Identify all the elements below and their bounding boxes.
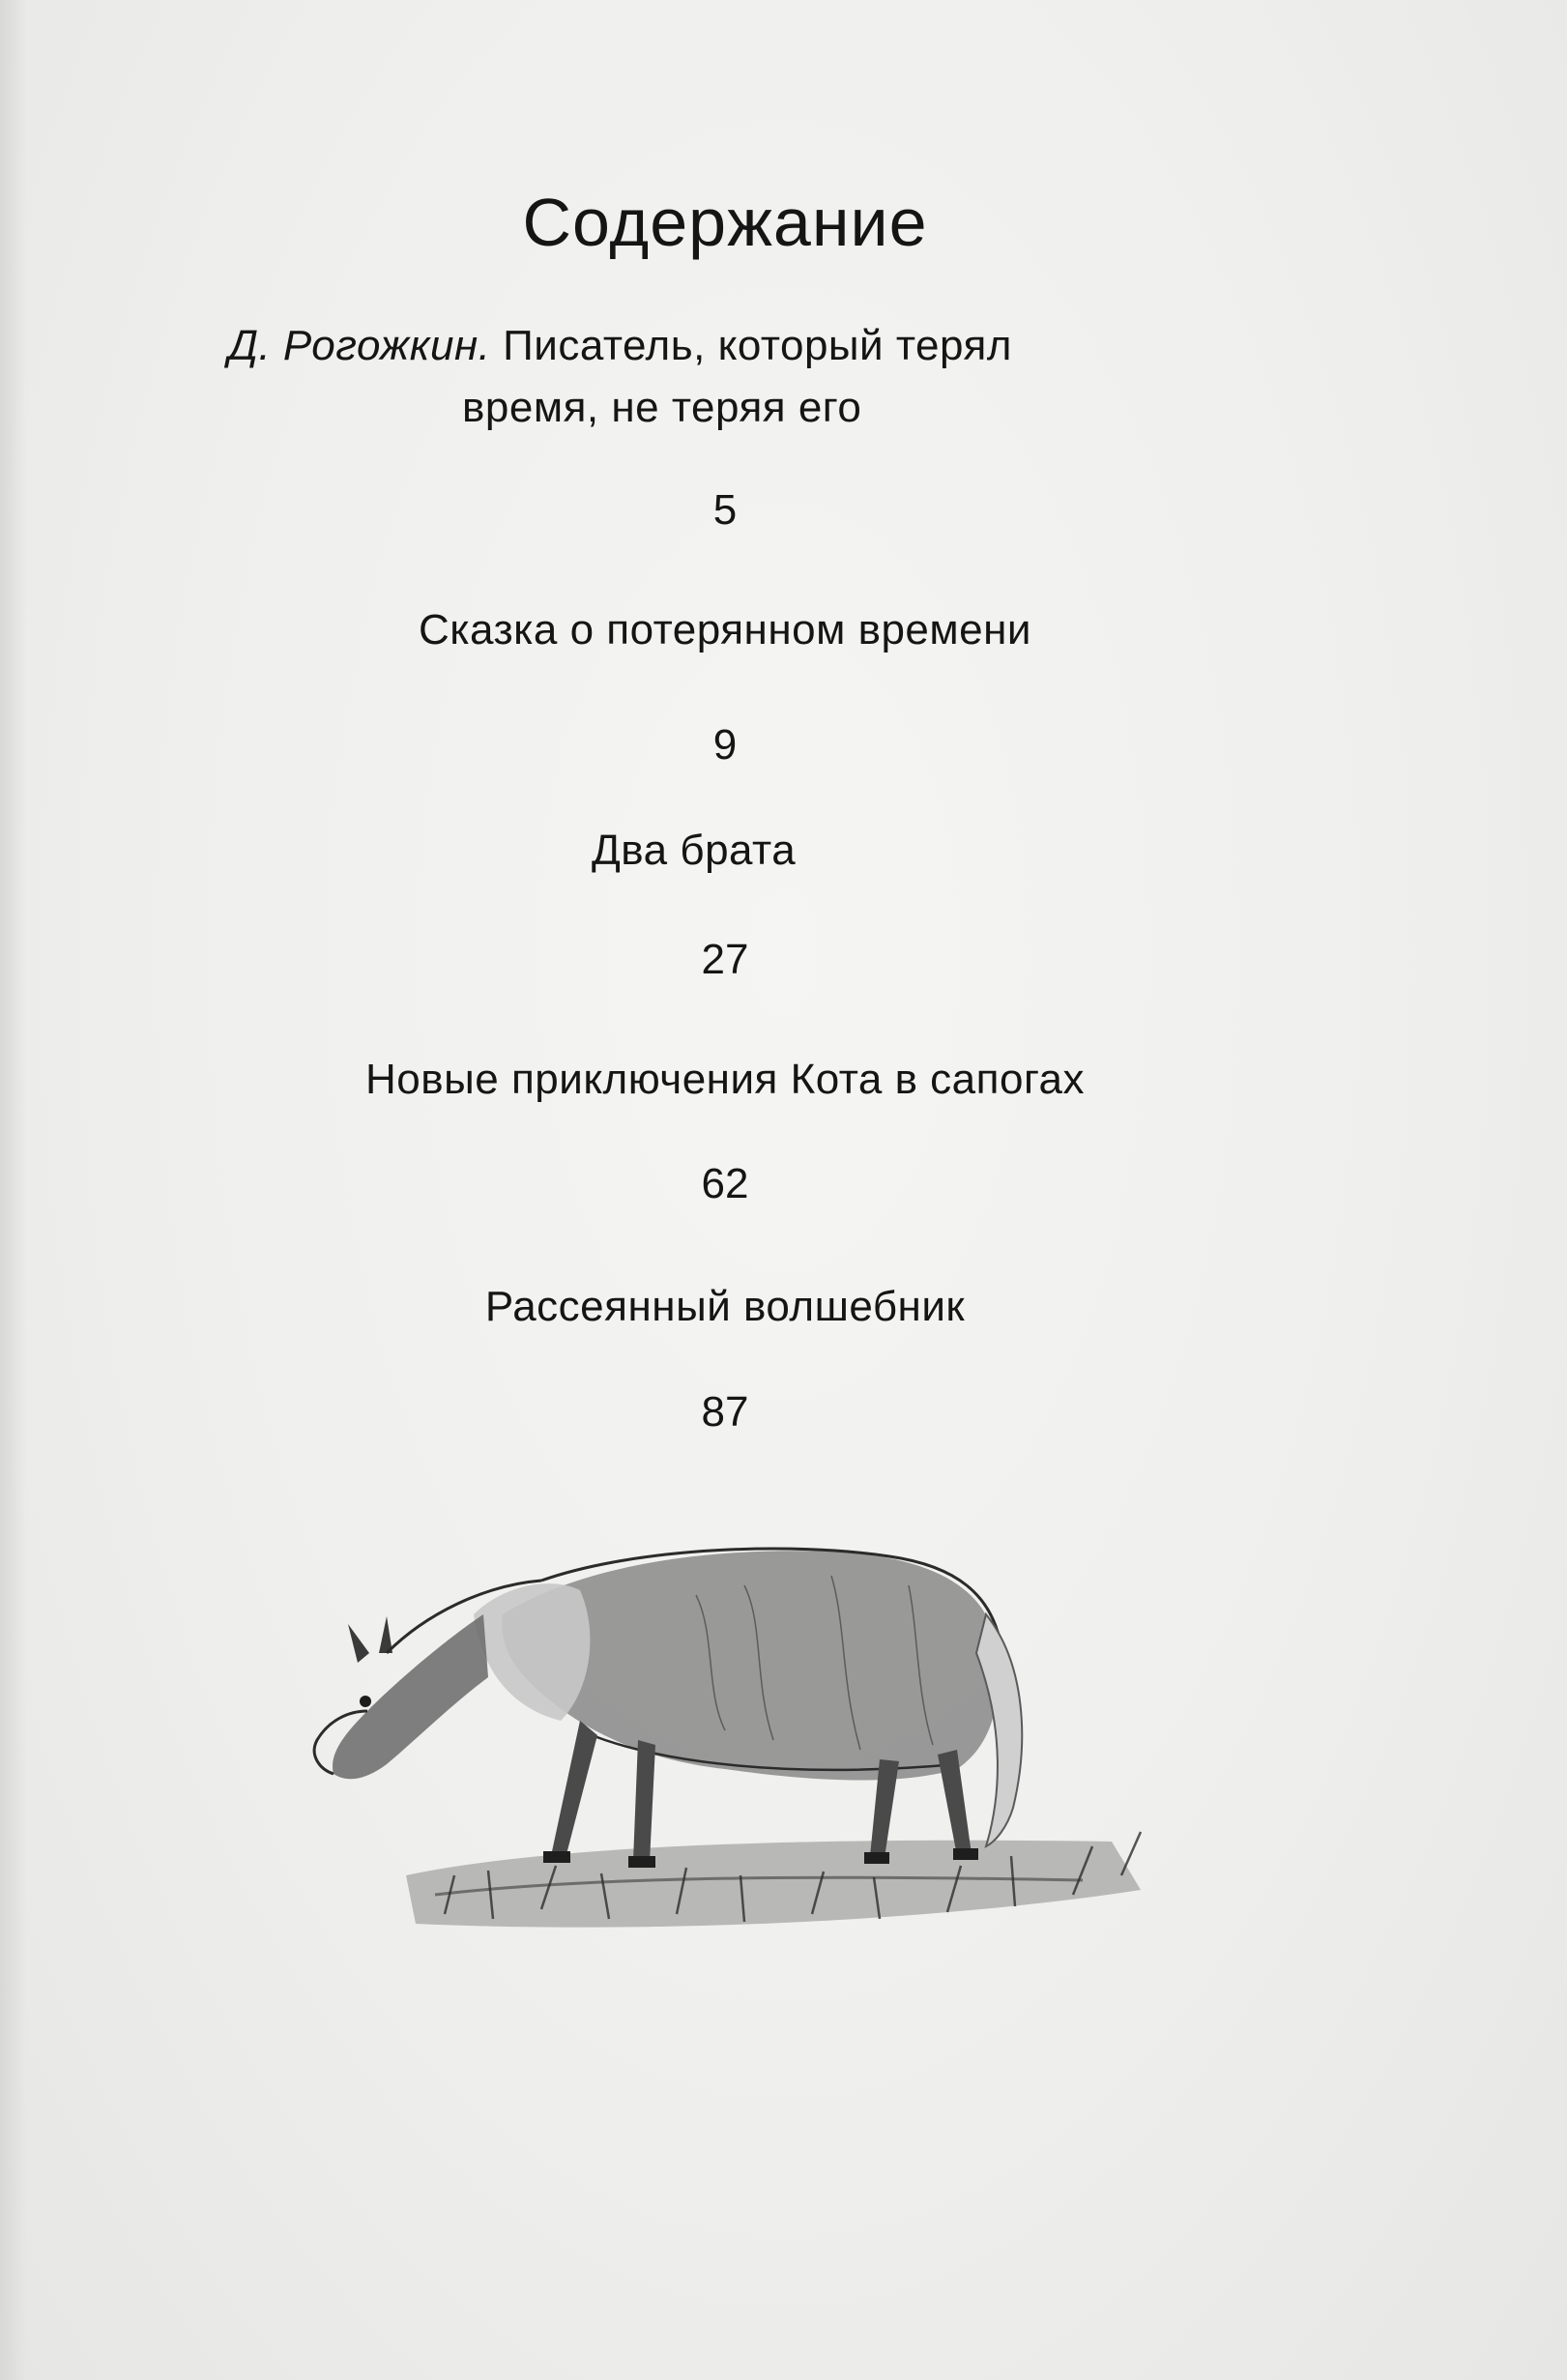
toc-entry-3-page: 27 (701, 936, 749, 983)
toc-entry-1-text (228, 315, 1166, 377)
toc-entry-1-author: Д. Рогожкин. (228, 322, 491, 369)
toc-entry-2-page: 9 (712, 721, 738, 769)
toc-entry-5-page: 87 (701, 1388, 749, 1436)
toc-entry-1-page: 5 (712, 486, 738, 534)
toc-entry-1-text-line2 (462, 377, 861, 439)
toc-entry-5-title: Рассеянный волшебник (484, 1283, 966, 1330)
toc-entry-1-title-line2: время, не теряя его (462, 384, 862, 431)
toc-entry-4-page: 62 (701, 1160, 749, 1207)
toc-entry-4-title: Новые приключения Кота в сапогах (365, 1056, 1085, 1103)
horse-illustration (290, 1508, 1257, 1953)
toc-entry-3-title: Два брата (592, 827, 797, 874)
toc-entry-1-title-line1: Писатель, который терял (503, 322, 1012, 369)
page-title: Содержание (522, 185, 928, 260)
toc-entry-2-title: Сказка о потерянном времени (419, 606, 1031, 653)
horse-body (314, 1549, 1022, 1868)
grass-ground (406, 1832, 1141, 1928)
